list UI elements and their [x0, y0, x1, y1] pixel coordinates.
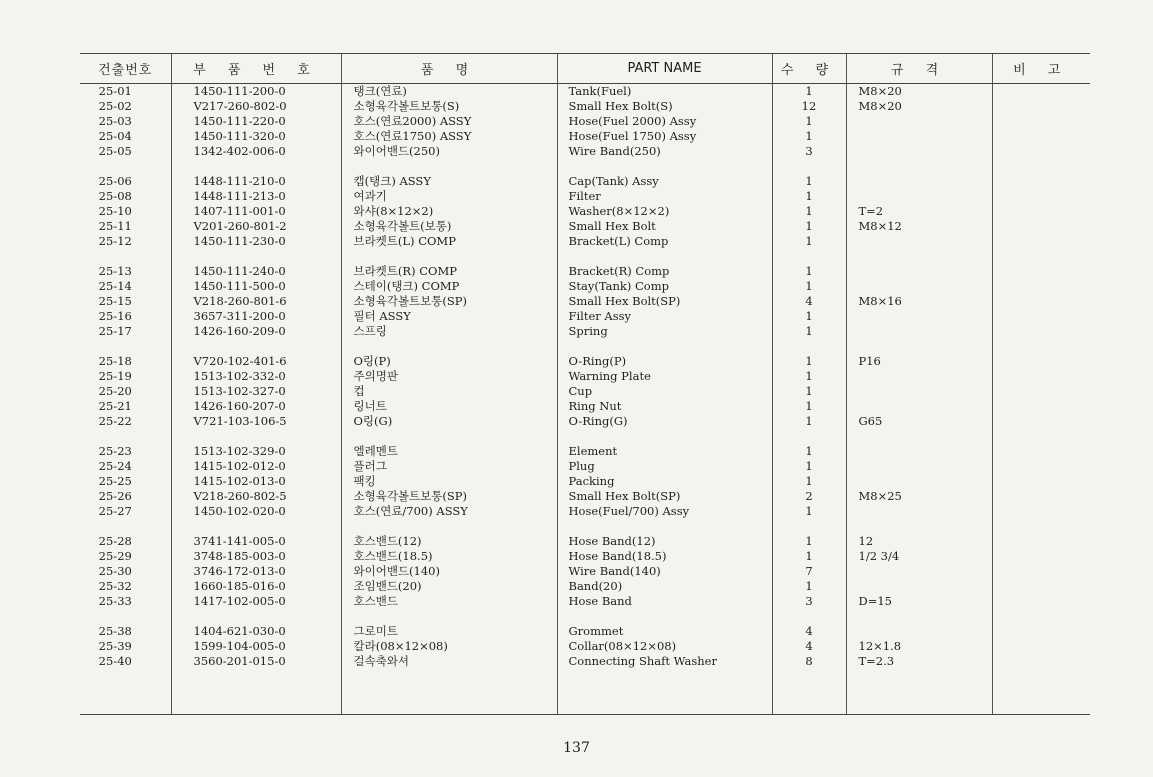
- specification: [846, 279, 992, 294]
- part-number: 1660-185-016-0: [171, 579, 341, 594]
- table-row: [80, 294, 1090, 309]
- part-number: 3657-311-200-0: [171, 309, 341, 324]
- english-name: Hose Band: [557, 594, 772, 609]
- quantity: 1: [772, 474, 846, 489]
- english-name: Stay(Tank) Comp: [557, 279, 772, 294]
- table-row: [80, 579, 1090, 594]
- english-name: Hose(Fuel 1750) Assy: [557, 129, 772, 144]
- quantity: 1: [772, 414, 846, 429]
- item-number: 25-02: [98, 99, 132, 113]
- english-name: Bracket(L) Comp: [557, 234, 772, 249]
- english-name: Cup: [557, 384, 772, 399]
- table-row: [80, 174, 1090, 189]
- item-number: 25-25: [98, 474, 132, 488]
- row-spacer: [80, 429, 1090, 444]
- korean-name: 호스(연료/700) ASSY: [341, 504, 557, 519]
- item-number: 25-13: [98, 264, 132, 278]
- item-number: 25-28: [98, 534, 132, 548]
- part-number: 3741-141-005-0: [171, 534, 341, 549]
- row-spacer: [80, 609, 1090, 624]
- english-name: Warning Plate: [557, 369, 772, 384]
- remark: [992, 459, 1090, 474]
- item-number: 25-12: [98, 234, 132, 248]
- specification: [846, 234, 992, 249]
- remark: [992, 264, 1090, 279]
- part-number: V721-103-106-5: [171, 414, 341, 429]
- quantity: 1: [772, 534, 846, 549]
- korean-name: 소형육각볼트(보통): [341, 219, 557, 234]
- table-row: [80, 99, 1090, 114]
- specification: [846, 444, 992, 459]
- specification: [846, 144, 992, 159]
- specification: [846, 474, 992, 489]
- english-name: Plug: [557, 459, 772, 474]
- korean-name: 호스밴드: [341, 594, 557, 609]
- remark: [992, 369, 1090, 384]
- parts-table: [80, 53, 1090, 715]
- table-row: [80, 324, 1090, 339]
- specification: [846, 264, 992, 279]
- specification: M8×25: [846, 489, 992, 504]
- korean-name: 호스밴드(12): [341, 534, 557, 549]
- quantity: 1: [772, 264, 846, 279]
- item-number: 25-22: [98, 414, 132, 428]
- part-number: 1450-102-020-0: [171, 504, 341, 519]
- korean-name: 호스밴드(18.5): [341, 549, 557, 564]
- remark: [992, 579, 1090, 594]
- english-name: Spring: [557, 324, 772, 339]
- specification: 12×1.8: [846, 639, 992, 654]
- item-number: 25-30: [98, 564, 132, 578]
- quantity: 7: [772, 564, 846, 579]
- table-row: [80, 309, 1090, 324]
- header-spec: 규 격: [846, 54, 992, 84]
- table-row: [80, 489, 1090, 504]
- specification: [846, 129, 992, 144]
- korean-name: 탱크(연료): [341, 84, 557, 100]
- korean-name: 걸속축와셔: [341, 654, 557, 669]
- english-name: Band(20): [557, 579, 772, 594]
- quantity: 1: [772, 384, 846, 399]
- part-number: V720-102-401-6: [171, 354, 341, 369]
- part-number: 1417-102-005-0: [171, 594, 341, 609]
- table-row: [80, 414, 1090, 429]
- remark: [992, 354, 1090, 369]
- english-name: Packing: [557, 474, 772, 489]
- remark: [992, 489, 1090, 504]
- part-number: 1450-111-230-0: [171, 234, 341, 249]
- part-number: 1450-111-240-0: [171, 264, 341, 279]
- item-number: 25-17: [98, 324, 132, 338]
- item-number: 25-38: [98, 624, 132, 638]
- remark: [992, 219, 1090, 234]
- korean-name: 브라켓트(L) COMP: [341, 234, 557, 249]
- table-row: [80, 189, 1090, 204]
- quantity: 1: [772, 549, 846, 564]
- korean-name: 소형육각볼트보통(SP): [341, 294, 557, 309]
- table-row: [80, 459, 1090, 474]
- korean-name: 브라켓트(R) COMP: [341, 264, 557, 279]
- quantity: 1: [772, 399, 846, 414]
- item-number: 25-40: [98, 654, 132, 668]
- english-name: Small Hex Bolt(SP): [557, 489, 772, 504]
- english-name: Wire Band(140): [557, 564, 772, 579]
- specification: [846, 459, 992, 474]
- specification: M8×20: [846, 84, 992, 100]
- remark: [992, 279, 1090, 294]
- item-number: 25-10: [98, 204, 132, 218]
- item-number: 25-21: [98, 399, 132, 413]
- row-spacer: [80, 249, 1090, 264]
- part-number: 1513-102-327-0: [171, 384, 341, 399]
- item-number: 25-11: [98, 219, 132, 233]
- korean-name: 소형육각볼트보통(S): [341, 99, 557, 114]
- specification: M8×12: [846, 219, 992, 234]
- korean-name: 칼라(08×12×08): [341, 639, 557, 654]
- part-number: 1450-111-220-0: [171, 114, 341, 129]
- row-spacer: [80, 519, 1090, 534]
- item-number: 25-24: [98, 459, 132, 473]
- quantity: 1: [772, 114, 846, 129]
- remark: [992, 309, 1090, 324]
- item-number: 25-39: [98, 639, 132, 653]
- table-row: [80, 234, 1090, 249]
- quantity: 8: [772, 654, 846, 669]
- part-number: 1448-111-213-0: [171, 189, 341, 204]
- item-number: 25-19: [98, 369, 132, 383]
- part-number: V218-260-801-6: [171, 294, 341, 309]
- specification: [846, 189, 992, 204]
- specification: M8×16: [846, 294, 992, 309]
- korean-name: 호스(연료2000) ASSY: [341, 114, 557, 129]
- korean-name: 컵: [341, 384, 557, 399]
- english-name: Hose Band(12): [557, 534, 772, 549]
- korean-name: 그로미트: [341, 624, 557, 639]
- korean-name: 와이어밴드(140): [341, 564, 557, 579]
- quantity: 1: [772, 369, 846, 384]
- quantity: 1: [772, 279, 846, 294]
- header-remark: 비 고: [992, 54, 1090, 84]
- row-spacer: [80, 159, 1090, 174]
- part-number: V217-260-802-0: [171, 99, 341, 114]
- remark: [992, 84, 1090, 100]
- english-name: Washer(8×12×2): [557, 204, 772, 219]
- table-footer-space: [80, 669, 1090, 715]
- remark: [992, 129, 1090, 144]
- remark: [992, 234, 1090, 249]
- specification: [846, 399, 992, 414]
- quantity: 1: [772, 309, 846, 324]
- remark: [992, 324, 1090, 339]
- part-number: 3746-172-013-0: [171, 564, 341, 579]
- remark: [992, 399, 1090, 414]
- item-number: 25-16: [98, 309, 132, 323]
- item-number: 25-26: [98, 489, 132, 503]
- table-row: [80, 84, 1090, 100]
- table-row: [80, 204, 1090, 219]
- item-number: 25-18: [98, 354, 132, 368]
- specification: 1/2 3/4: [846, 549, 992, 564]
- header-quantity: 수 량: [772, 54, 846, 84]
- specification: T=2.3: [846, 654, 992, 669]
- item-number: 25-14: [98, 279, 132, 293]
- remark: [992, 474, 1090, 489]
- table-row: [80, 369, 1090, 384]
- remark: [992, 144, 1090, 159]
- quantity: 1: [772, 219, 846, 234]
- item-number: 25-04: [98, 129, 132, 143]
- quantity: 1: [772, 129, 846, 144]
- remark: [992, 114, 1090, 129]
- part-number: 1407-111-001-0: [171, 204, 341, 219]
- item-number: 25-03: [98, 114, 132, 128]
- specification: 12: [846, 534, 992, 549]
- english-name: Element: [557, 444, 772, 459]
- item-number: 25-15: [98, 294, 132, 308]
- english-name: Bracket(R) Comp: [557, 264, 772, 279]
- quantity: 2: [772, 489, 846, 504]
- specification: [846, 114, 992, 129]
- item-number: 25-32: [98, 579, 132, 593]
- quantity: 1: [772, 174, 846, 189]
- quantity: 1: [772, 459, 846, 474]
- english-name: Filter Assy: [557, 309, 772, 324]
- quantity: 4: [772, 624, 846, 639]
- specification: D=15: [846, 594, 992, 609]
- specification: [846, 324, 992, 339]
- item-number: 25-05: [98, 144, 132, 158]
- specification: [846, 309, 992, 324]
- quantity: 4: [772, 294, 846, 309]
- remark: [992, 294, 1090, 309]
- item-number: 25-20: [98, 384, 132, 398]
- korean-name: 주의명판: [341, 369, 557, 384]
- english-name: O-Ring(P): [557, 354, 772, 369]
- part-number: V201-260-801-2: [171, 219, 341, 234]
- english-name: Hose(Fuel 2000) Assy: [557, 114, 772, 129]
- table-row: [80, 639, 1090, 654]
- table-row: [80, 624, 1090, 639]
- quantity: 12: [772, 99, 846, 114]
- korean-name: 엘레멘트: [341, 444, 557, 459]
- part-number: 3748-185-003-0: [171, 549, 341, 564]
- quantity: 3: [772, 594, 846, 609]
- korean-name: 여과기: [341, 189, 557, 204]
- english-name: Small Hex Bolt: [557, 219, 772, 234]
- english-name: Small Hex Bolt(SP): [557, 294, 772, 309]
- remark: [992, 564, 1090, 579]
- part-number: 1450-111-320-0: [171, 129, 341, 144]
- remark: [992, 384, 1090, 399]
- korean-name: 스테이(탱크) COMP: [341, 279, 557, 294]
- specification: M8×20: [846, 99, 992, 114]
- table-row: [80, 354, 1090, 369]
- page-number: 137: [563, 740, 590, 756]
- table-row: [80, 129, 1090, 144]
- quantity: 1: [772, 84, 846, 100]
- quantity: 1: [772, 579, 846, 594]
- table-row: [80, 534, 1090, 549]
- remark: [992, 639, 1090, 654]
- remark: [992, 444, 1090, 459]
- part-number: 1450-111-200-0: [171, 84, 341, 100]
- quantity: 1: [772, 504, 846, 519]
- part-number: 1450-111-500-0: [171, 279, 341, 294]
- remark: [992, 534, 1090, 549]
- english-name: Cap(Tank) Assy: [557, 174, 772, 189]
- quantity: 1: [772, 189, 846, 204]
- korean-name: O링(P): [341, 354, 557, 369]
- item-number: 25-23: [98, 444, 132, 458]
- table-row: [80, 594, 1090, 609]
- part-number: 1599-104-005-0: [171, 639, 341, 654]
- part-number: 1426-160-209-0: [171, 324, 341, 339]
- specification: G65: [846, 414, 992, 429]
- part-number: 1513-102-329-0: [171, 444, 341, 459]
- english-name: Collar(08×12×08): [557, 639, 772, 654]
- specification: [846, 579, 992, 594]
- remark: [992, 189, 1090, 204]
- item-number: 25-29: [98, 549, 132, 563]
- english-name: Ring Nut: [557, 399, 772, 414]
- table-row: [80, 444, 1090, 459]
- korean-name: 캡(탱크) ASSY: [341, 174, 557, 189]
- remark: [992, 624, 1090, 639]
- table-row: [80, 279, 1090, 294]
- quantity: 3: [772, 144, 846, 159]
- remark: [992, 594, 1090, 609]
- specification: [846, 504, 992, 519]
- quantity: 1: [772, 234, 846, 249]
- remark: [992, 204, 1090, 219]
- remark: [992, 174, 1090, 189]
- quantity: 1: [772, 444, 846, 459]
- table-row: [80, 264, 1090, 279]
- korean-name: 조임밴드(20): [341, 579, 557, 594]
- part-number: 1342-402-006-0: [171, 144, 341, 159]
- english-name: O-Ring(G): [557, 414, 772, 429]
- item-number: 25-01: [98, 84, 132, 98]
- specification: [846, 174, 992, 189]
- part-number: 1513-102-332-0: [171, 369, 341, 384]
- korean-name: 링너트: [341, 399, 557, 414]
- english-name: Connecting Shaft Washer: [557, 654, 772, 669]
- part-number: 1415-102-012-0: [171, 459, 341, 474]
- korean-name: 플러그: [341, 459, 557, 474]
- table-body: [80, 84, 1090, 715]
- table-row: [80, 219, 1090, 234]
- remark: [992, 99, 1090, 114]
- part-number: V218-260-802-5: [171, 489, 341, 504]
- table-row: [80, 144, 1090, 159]
- item-number: 25-06: [98, 174, 132, 188]
- korean-name: 필터 ASSY: [341, 309, 557, 324]
- english-name: Tank(Fuel): [557, 84, 772, 100]
- remark: [992, 654, 1090, 669]
- quantity: 1: [772, 354, 846, 369]
- english-name: Grommet: [557, 624, 772, 639]
- specification: [846, 384, 992, 399]
- remark: [992, 504, 1090, 519]
- table-row: [80, 114, 1090, 129]
- table-row: [80, 384, 1090, 399]
- quantity: 1: [772, 324, 846, 339]
- quantity: 1: [772, 204, 846, 219]
- quantity: 4: [772, 639, 846, 654]
- korean-name: 호스(연료1750) ASSY: [341, 129, 557, 144]
- remark: [992, 549, 1090, 564]
- part-number: 1426-160-207-0: [171, 399, 341, 414]
- table-row: [80, 399, 1090, 414]
- english-name: Filter: [557, 189, 772, 204]
- row-spacer: [80, 339, 1090, 354]
- header-name-kr: 품 명: [341, 54, 557, 84]
- korean-name: O링(G): [341, 414, 557, 429]
- english-name: Hose Band(18.5): [557, 549, 772, 564]
- english-name: Hose(Fuel/700) Assy: [557, 504, 772, 519]
- specification: T=2: [846, 204, 992, 219]
- item-number: 25-27: [98, 504, 132, 518]
- korean-name: 스프링: [341, 324, 557, 339]
- korean-name: 소형육각볼트보통(SP): [341, 489, 557, 504]
- item-number: 25-08: [98, 189, 132, 203]
- table-row: [80, 549, 1090, 564]
- item-number: 25-33: [98, 594, 132, 608]
- table-row: [80, 504, 1090, 519]
- part-number: 1415-102-013-0: [171, 474, 341, 489]
- specification: [846, 624, 992, 639]
- table-row: [80, 474, 1090, 489]
- english-name: Wire Band(250): [557, 144, 772, 159]
- header-part-no: 부 품 번 호: [171, 54, 341, 84]
- korean-name: 와샤(8×12×2): [341, 204, 557, 219]
- part-number: 1404-621-030-0: [171, 624, 341, 639]
- part-number: 3560-201-015-0: [171, 654, 341, 669]
- header-part-name: PART NAME: [557, 54, 772, 84]
- header-item-no: 건출번호: [80, 54, 171, 84]
- korean-name: 와이어밴드(250): [341, 144, 557, 159]
- specification: [846, 369, 992, 384]
- part-number: 1448-111-210-0: [171, 174, 341, 189]
- table-header: [80, 54, 1090, 84]
- korean-name: 팩킹: [341, 474, 557, 489]
- table-row: [80, 654, 1090, 669]
- specification: [846, 564, 992, 579]
- english-name: Small Hex Bolt(S): [557, 99, 772, 114]
- remark: [992, 414, 1090, 429]
- table-row: [80, 564, 1090, 579]
- specification: P16: [846, 354, 992, 369]
